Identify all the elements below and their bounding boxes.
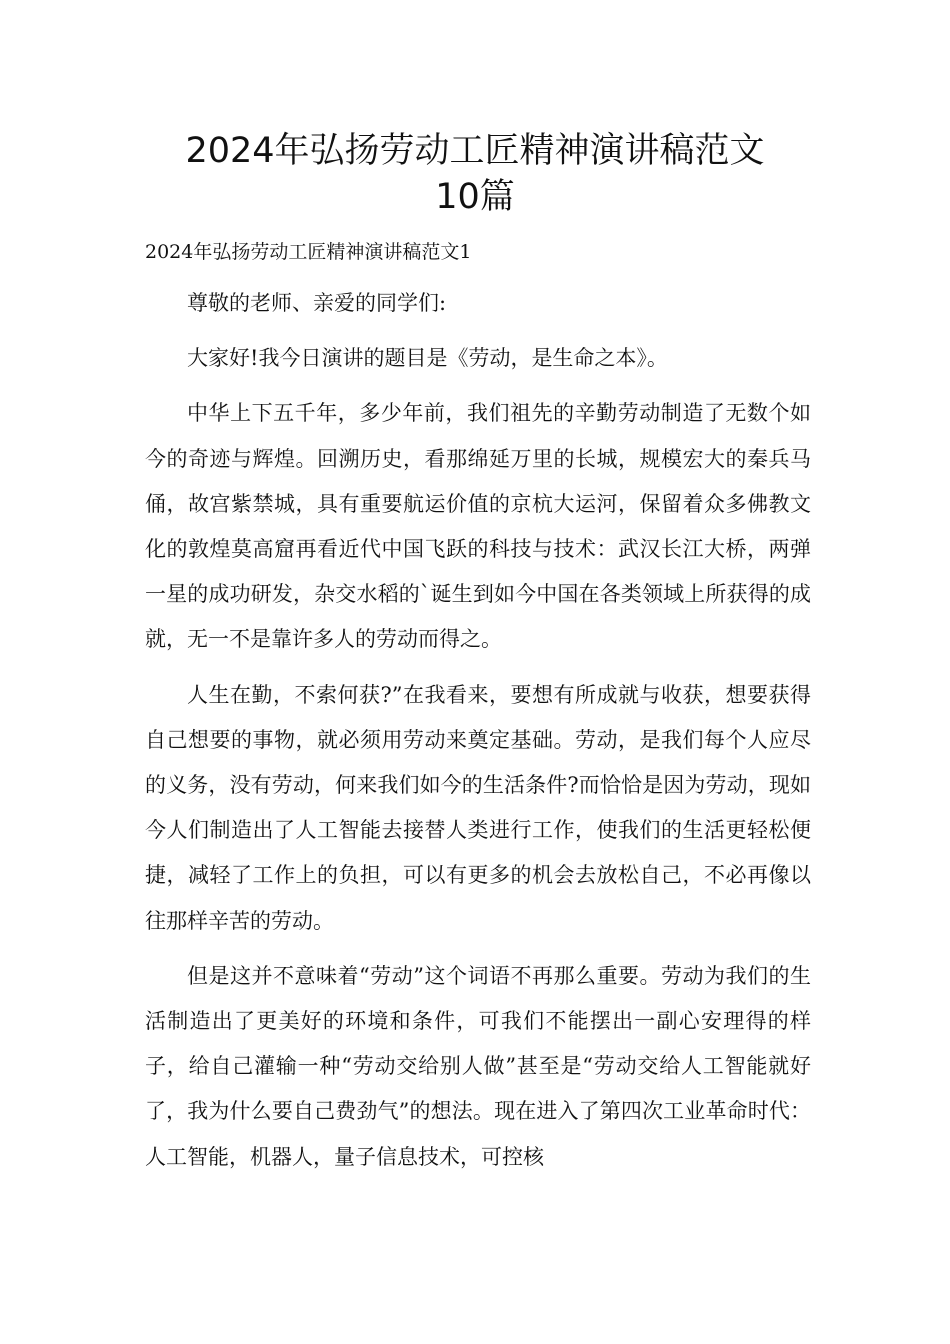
- document-body: [145, 281, 811, 1190]
- paragraph-importance: 但是这并不意味着“劳动”这个词语不再那么重要。劳动为我们的生活制造出了更美好的环境和条件，可我们不能摆出一副心安理得的样子，给自己灌输一种“劳动交给别人做”甚至是“劳动交给人工智能就好了，我为什么要自己费劲气”的想法。现在进入了第四次工业革命时代：人工智能，机器人，量子信息技术，可控核: [145, 963, 811, 1169]
- document-title-line-1: 2024年弘扬劳动工匠精神演讲稿范文: [185, 131, 765, 171]
- paragraph-intro: 大家好!我今日演讲的题目是《劳动，是生命之本》。: [187, 346, 668, 371]
- paragraph-greeting: 尊敬的老师、亲爱的同学们:: [187, 291, 447, 315]
- document-title-line-2: 10篇: [435, 177, 515, 217]
- document-title: [120, 128, 830, 220]
- paragraph-diligence: 人生在勤，不索何获?”在我看来，要想有所成就与收获，想要获得自己想要的事物，就必须用劳动来奠定基础。劳动，是我们每个人应尽的义务，没有劳动，何来我们如今的生活条件?而恰恰是因为劳动，现如今人们制造出了人工智能去接替人类进行工作，使我们的生活更轻松便捷，减轻了工作上的负担，可以有更多的机会去放松自己，不必再像以往那样辛苦的劳动。: [145, 682, 811, 933]
- paragraph-history: 中华上下五千年，多少年前，我们祖先的辛勤劳动制造了无数个如今的奇迹与辉煌。回溯历史，看那绵延万里的长城，规模宏大的秦兵马俑，故宫紫禁城，具有重要航运价值的京杭大运河，保留着众多佛教文化的敦煌莫高窟再看近代中国飞跃的科技与技术：武汉长江大桥，两弹一星的成功研发，杂交水稻的`诞生到如今中国在各类领域上所获得的成就，无一不是靠许多人的劳动而得之。: [145, 401, 811, 652]
- document-subtitle: 2024年弘扬劳动工匠精神演讲稿范文1: [145, 241, 472, 263]
